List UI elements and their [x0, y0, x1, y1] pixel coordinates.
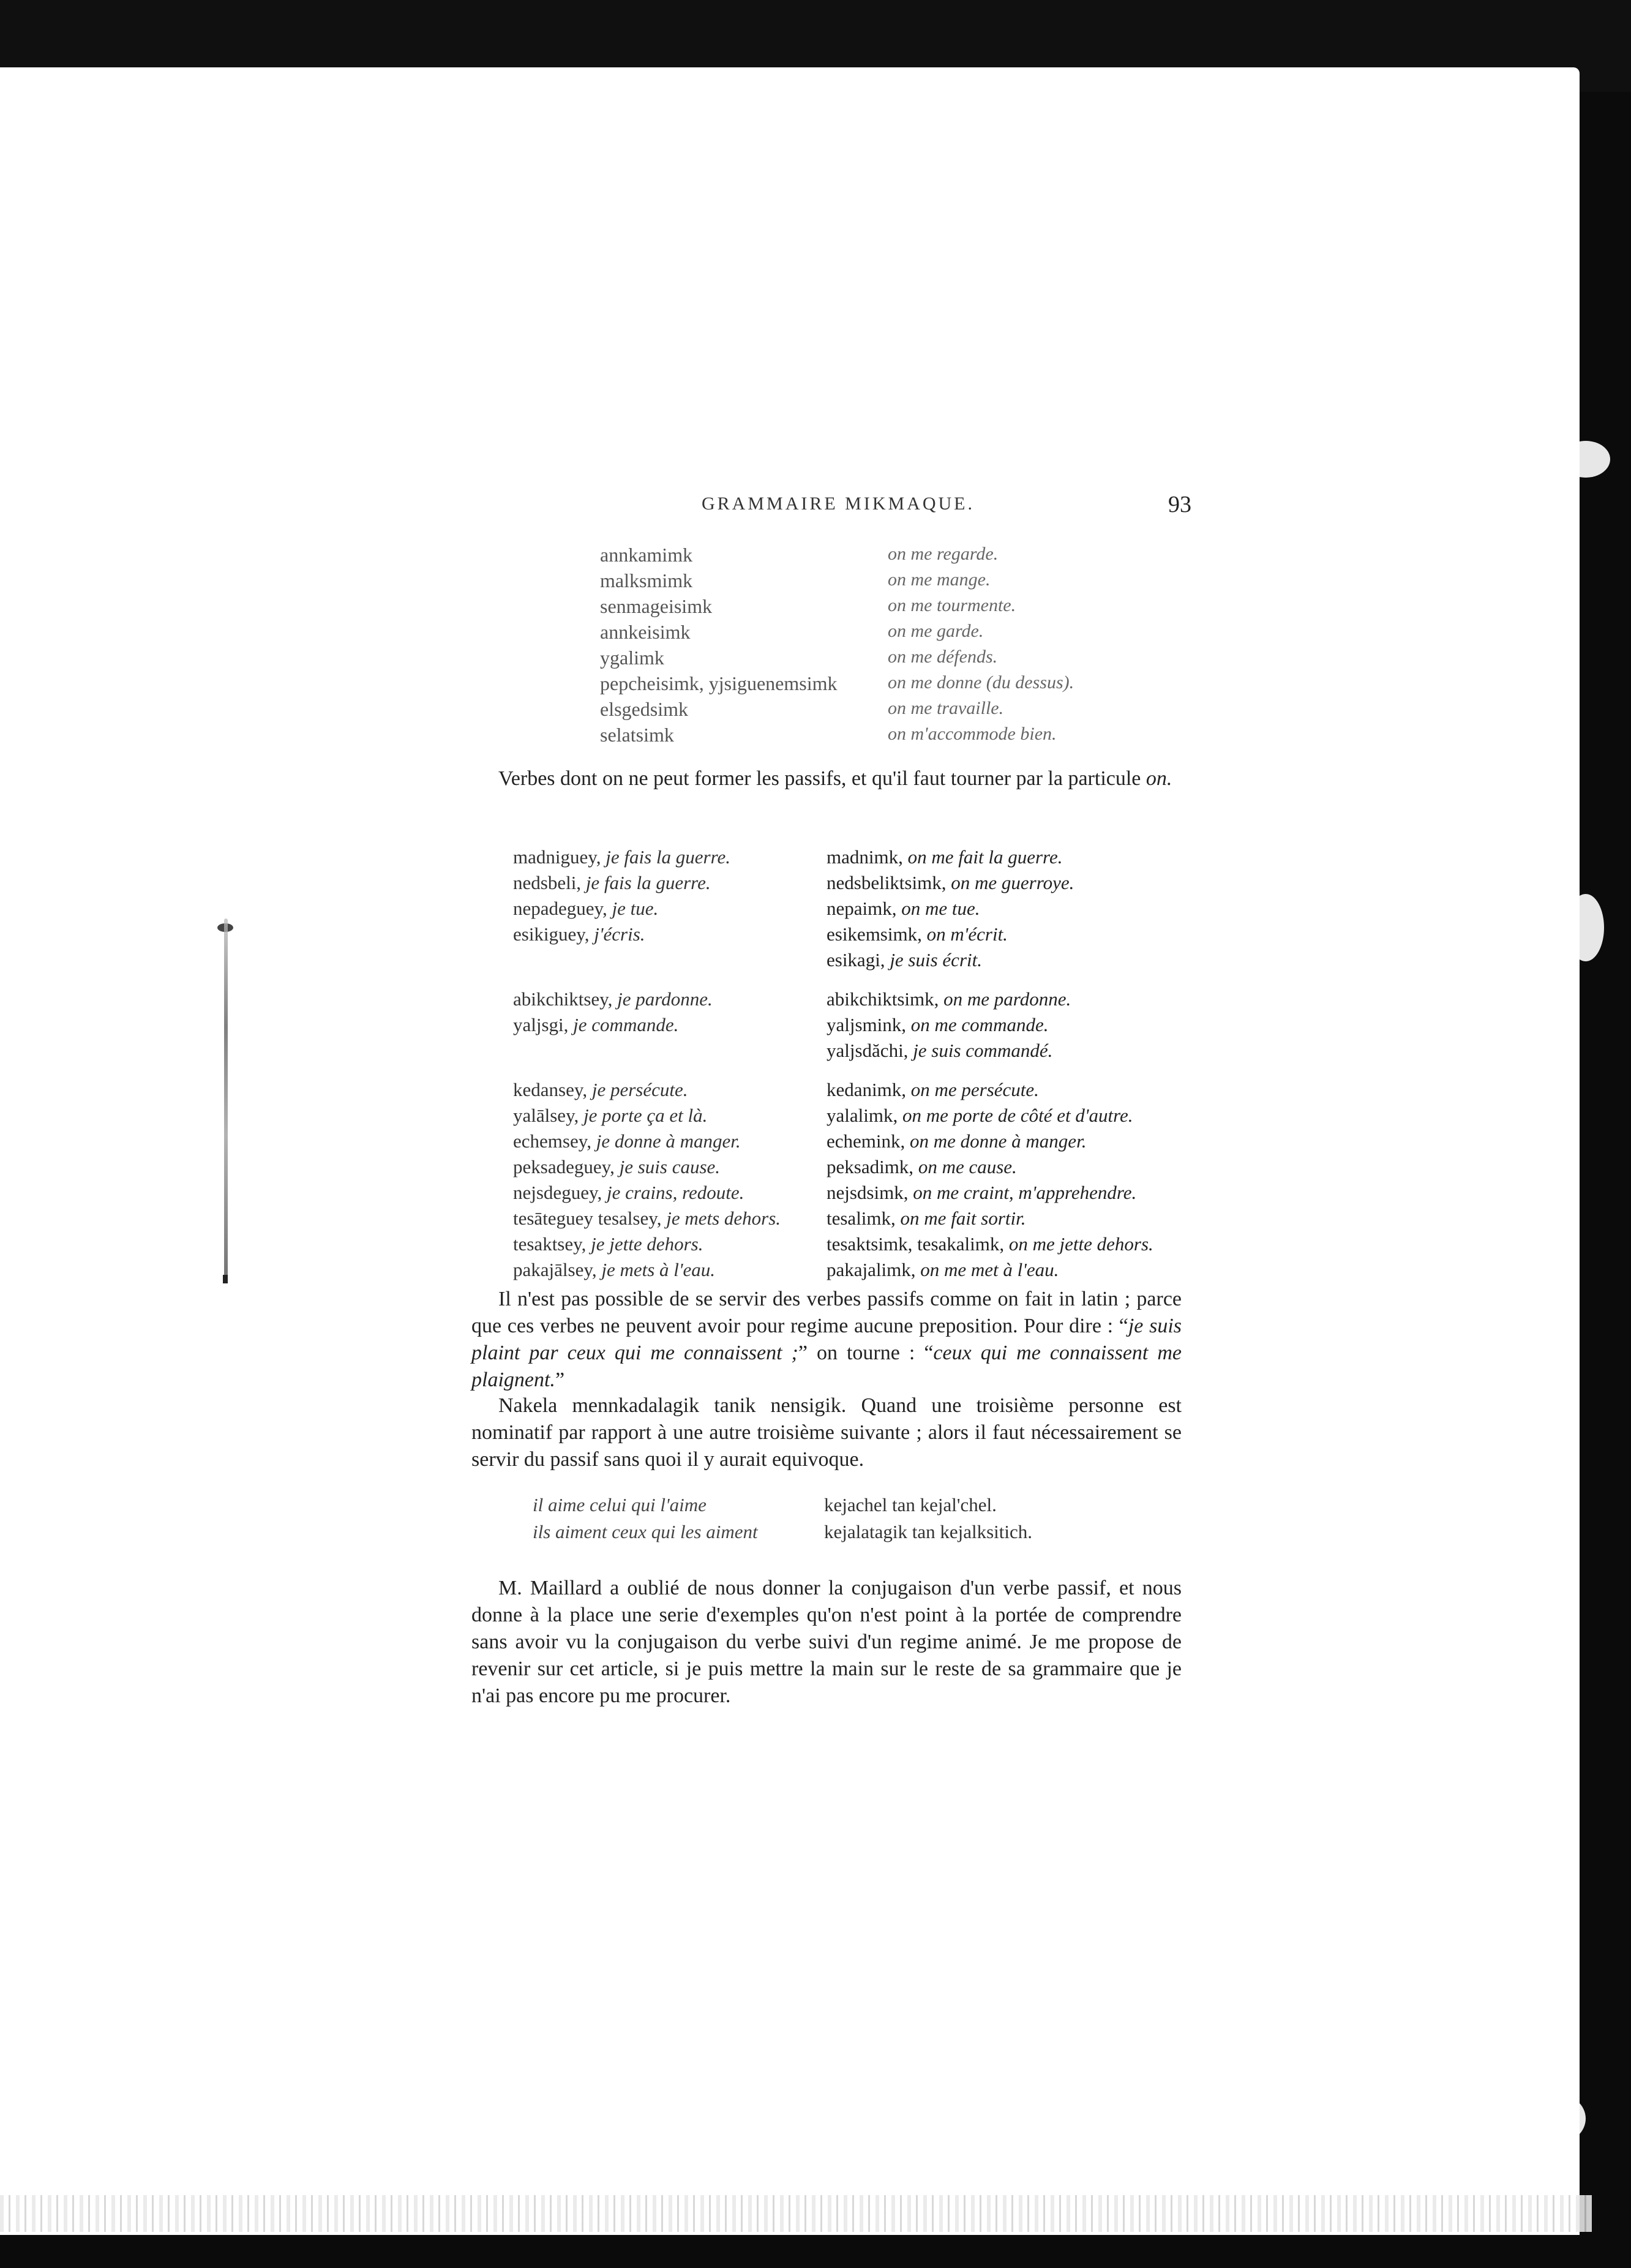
- french-example: il aime celui qui l'aime: [533, 1494, 707, 1515]
- active-verb: [513, 872, 711, 894]
- mikmaq-word: abikchiktsimk,: [827, 988, 939, 1010]
- passive-form: [827, 872, 1074, 894]
- paragraph-text: Verbes dont on ne peut former les passifs, et qu'il faut tourner par la particule: [498, 767, 1146, 790]
- passive-form: [827, 1182, 1136, 1204]
- table-row: [513, 1182, 1193, 1207]
- paragraph-text: ” on tourne : “: [798, 1342, 934, 1364]
- table-row: [513, 1105, 1193, 1130]
- table-row: [513, 898, 1193, 923]
- french-gloss: je commande.: [568, 1014, 679, 1035]
- mikmaq-word: yaljsgi,: [513, 1014, 569, 1035]
- passive-form: [827, 1105, 1133, 1127]
- mikmaq-word: annkeisimk: [600, 621, 691, 643]
- mikmaq-word: nejsdsimk,: [827, 1182, 909, 1203]
- french-gloss: on me défends.: [888, 647, 998, 667]
- page-stack-edge: [0, 2195, 1592, 2232]
- mikmaq-word: nedsbeliktsimk,: [827, 872, 947, 893]
- french-gloss: je suis écrit.: [885, 949, 982, 971]
- french-gloss: je persécute.: [587, 1079, 688, 1100]
- scan-speck: [1531, 2094, 1586, 2143]
- table-row: [513, 1233, 1193, 1259]
- mikmaq-example: kejachel tan kejal'chel.: [824, 1494, 997, 1515]
- paragraph-italic-tail: on.: [1145, 767, 1172, 790]
- active-verb: [513, 1130, 741, 1152]
- mikmaq-word: peksadimk,: [827, 1156, 914, 1177]
- french-gloss: on me tourmente.: [888, 595, 1016, 615]
- french-gloss: on me donne à manger.: [905, 1130, 1087, 1152]
- french-gloss: je fais la guerre.: [581, 872, 711, 893]
- table-row: [513, 1040, 1193, 1065]
- list-item: [600, 724, 1151, 749]
- active-verb: [513, 1079, 688, 1101]
- french-gloss: on me guerroye.: [946, 872, 1074, 893]
- mikmaq-word: pepcheisimk, yjsiguenemsimk: [600, 672, 838, 694]
- passive-form: [827, 898, 980, 920]
- mikmaq-word: yalālsey,: [513, 1105, 579, 1126]
- active-verb: [513, 898, 658, 920]
- french-gloss: je donne à manger.: [591, 1130, 741, 1152]
- row-spacer: [513, 1065, 1193, 1079]
- mikmaq-word: nejsdeguey,: [513, 1182, 602, 1203]
- passive-form: [827, 1130, 1086, 1152]
- list-item: [600, 647, 1151, 672]
- mikmaq-word: esikagi,: [827, 949, 885, 971]
- passive-form: [827, 1259, 1059, 1281]
- french-gloss: on me commande.: [906, 1014, 1049, 1035]
- french-gloss: on me craint, m'apprehendre.: [908, 1182, 1137, 1203]
- mikmaq-word: madnimk,: [827, 846, 903, 868]
- passive-form: [827, 1040, 1052, 1062]
- mikmaq-word: tesaktsey,: [513, 1233, 587, 1255]
- active-verb: [513, 1207, 781, 1230]
- mikmaq-word: kedanimk,: [827, 1079, 906, 1100]
- italic-quote: ceux qui me connaissent me plaignent.: [471, 1342, 1182, 1391]
- paragraph-text: Il n'est pas possible de se servir des verbes passifs comme on fait in latin ; parce que ces verbes ne peuvent avoir pour regime aucune preposition. Pour dire : “: [471, 1288, 1182, 1337]
- active-verb: [513, 1014, 678, 1036]
- paragraph-nakela: [471, 1392, 1182, 1473]
- mikmaq-word: elsgedsimk: [600, 698, 688, 720]
- mikmaq-word: abikchiktsey,: [513, 988, 613, 1010]
- passive-form: [827, 846, 1062, 868]
- french-gloss: on me mange.: [888, 569, 991, 590]
- table-row: [513, 923, 1193, 949]
- table-row: [533, 1521, 1206, 1548]
- verb-pairs-table: [513, 846, 1193, 1285]
- passive-form: [827, 1079, 1039, 1101]
- table-row: [513, 1259, 1193, 1285]
- list-item: [600, 698, 1151, 724]
- table-row: [533, 1494, 1206, 1521]
- passive-form: [827, 923, 1008, 945]
- page-header: [702, 494, 1191, 524]
- french-gloss: j'écris.: [589, 923, 645, 945]
- french-gloss: on me tue.: [896, 898, 980, 919]
- page-number: 93: [1168, 492, 1191, 517]
- list-item: [600, 595, 1151, 621]
- active-verb: [513, 1156, 720, 1178]
- paragraph-passifs: [471, 1286, 1182, 1394]
- mikmaq-word: echemink,: [827, 1130, 905, 1152]
- french-gloss: je suis cause.: [614, 1156, 721, 1177]
- paragraph-maillard: [471, 1575, 1182, 1710]
- active-verb: [513, 846, 730, 868]
- table-row: [513, 872, 1193, 898]
- table-row: [513, 846, 1193, 872]
- passive-list: [600, 544, 1151, 749]
- french-gloss: on me cause.: [913, 1156, 1017, 1177]
- mikmaq-example: kejalatagik tan kejalksitich.: [824, 1521, 1033, 1542]
- french-gloss: je mets dehors.: [661, 1207, 781, 1229]
- mikmaq-word: esikemsimk,: [827, 923, 922, 945]
- french-gloss: on m'écrit.: [921, 923, 1008, 945]
- french-gloss: on me porte de côté et d'autre.: [898, 1105, 1133, 1126]
- mikmaq-word: nepaimk,: [827, 898, 897, 919]
- table-row: [513, 949, 1193, 975]
- list-item: [600, 569, 1151, 595]
- french-gloss: je tue.: [607, 898, 659, 919]
- row-spacer: [513, 975, 1193, 988]
- table-row: [513, 1207, 1193, 1233]
- table-row: [513, 988, 1193, 1014]
- french-gloss: je crains, redoute.: [602, 1182, 744, 1203]
- french-gloss: je pardonne.: [612, 988, 713, 1010]
- paragraph-verbes: [471, 765, 1182, 792]
- mikmaq-word: tesaktsimk, tesakalimk,: [827, 1233, 1005, 1255]
- mikmaq-word: kedansey,: [513, 1079, 588, 1100]
- passive-form: [827, 1207, 1026, 1230]
- french-gloss: on me persécute.: [906, 1079, 1039, 1100]
- mikmaq-word: senmageisimk: [600, 595, 713, 617]
- active-verb: [513, 1259, 715, 1281]
- active-verb: [513, 923, 645, 945]
- mikmaq-word: esikiguey,: [513, 923, 590, 945]
- french-gloss: on me fait la guerre.: [902, 846, 1063, 868]
- table-row: [513, 1130, 1193, 1156]
- mikmaq-word: madniguey,: [513, 846, 601, 868]
- active-verb: [513, 988, 713, 1010]
- french-gloss: je porte ça et là.: [579, 1105, 708, 1126]
- examples-table: [533, 1494, 1206, 1548]
- list-item: [600, 672, 1151, 698]
- french-gloss: je fais la guerre.: [601, 846, 731, 868]
- french-gloss: on me met à l'eau.: [915, 1259, 1059, 1280]
- passive-form: [827, 1233, 1153, 1255]
- table-row: [513, 1014, 1193, 1040]
- running-title: GRAMMAIRE MIKMAQUE.: [702, 494, 975, 514]
- passive-form: [827, 1156, 1017, 1178]
- french-gloss: on me travaille.: [888, 698, 1004, 718]
- scan-speck: [1567, 894, 1604, 961]
- passive-form: [827, 988, 1071, 1010]
- french-gloss: je suis commandé.: [908, 1040, 1053, 1061]
- table-row: [513, 1156, 1193, 1182]
- french-gloss: on me jette dehors.: [1004, 1233, 1153, 1255]
- italic-quote: je suis plaint par ceux qui me connaissent ;: [471, 1315, 1182, 1364]
- french-gloss: on me donne (du dessus).: [888, 672, 1074, 693]
- mikmaq-word: pakajalimk,: [827, 1259, 916, 1280]
- scan-speck: [1561, 441, 1610, 478]
- paragraph-text: Nakela mennkadalagik tanik nensigik. Quand une troisième personne est nominatif par rapport à une autre troisième suivante ; alors il faut nécessairement se servir du passif sans quoi il y aurait equivoque.: [471, 1394, 1182, 1471]
- passive-form: [827, 949, 982, 971]
- mikmaq-word: yaljsdăchi,: [827, 1040, 909, 1061]
- mikmaq-word: yalalimk,: [827, 1105, 898, 1126]
- mikmaq-word: tesalimk,: [827, 1207, 896, 1229]
- french-example: ils aiment ceux qui les aiment: [533, 1521, 758, 1542]
- active-verb: [513, 1182, 744, 1204]
- bookmark-string: [224, 918, 228, 1280]
- passive-form: [827, 1014, 1048, 1036]
- mikmaq-word: nedsbeli,: [513, 872, 582, 893]
- paragraph-text: M. Maillard a oublié de nous donner la conjugaison d'un verbe passif, et nous donne à la place une serie d'exemples qu'on n'est point à la portée de comprendre sans avoir vu la conjugaison du verbe suivi d'un regime animé. Je me propose de revenir sur cet article, si je puis mettre la main sur le reste de sa grammaire que je n'ai pas encore pu me procurer.: [471, 1577, 1182, 1707]
- list-item: [600, 621, 1151, 647]
- mikmaq-word: ygalimk: [600, 647, 664, 669]
- table-row: [513, 1079, 1193, 1105]
- french-gloss: je mets à l'eau.: [596, 1259, 716, 1280]
- paragraph-text: ”: [555, 1369, 565, 1391]
- active-verb: [513, 1233, 703, 1255]
- french-gloss: on me garde.: [888, 621, 984, 641]
- french-gloss: on me pardonne.: [939, 988, 1071, 1010]
- mikmaq-word: yaljsmink,: [827, 1014, 907, 1035]
- list-item: [600, 544, 1151, 569]
- french-gloss: on me fait sortir.: [895, 1207, 1026, 1229]
- french-gloss: on me regarde.: [888, 544, 999, 564]
- mikmaq-word: annkamimk: [600, 544, 693, 566]
- mikmaq-word: selatsimk: [600, 724, 674, 746]
- active-verb: [513, 1105, 707, 1127]
- mikmaq-word: echemsey,: [513, 1130, 591, 1152]
- mikmaq-word: malksmimk: [600, 569, 693, 591]
- mikmaq-word: nepadeguey,: [513, 898, 607, 919]
- mikmaq-word: tesāteguey tesalsey,: [513, 1207, 662, 1229]
- bookmark-string-tail: [223, 1275, 228, 1283]
- mikmaq-word: peksadeguey,: [513, 1156, 615, 1177]
- mikmaq-word: pakajālsey,: [513, 1259, 597, 1280]
- french-gloss: on m'accommode bien.: [888, 724, 1057, 744]
- french-gloss: je jette dehors.: [586, 1233, 703, 1255]
